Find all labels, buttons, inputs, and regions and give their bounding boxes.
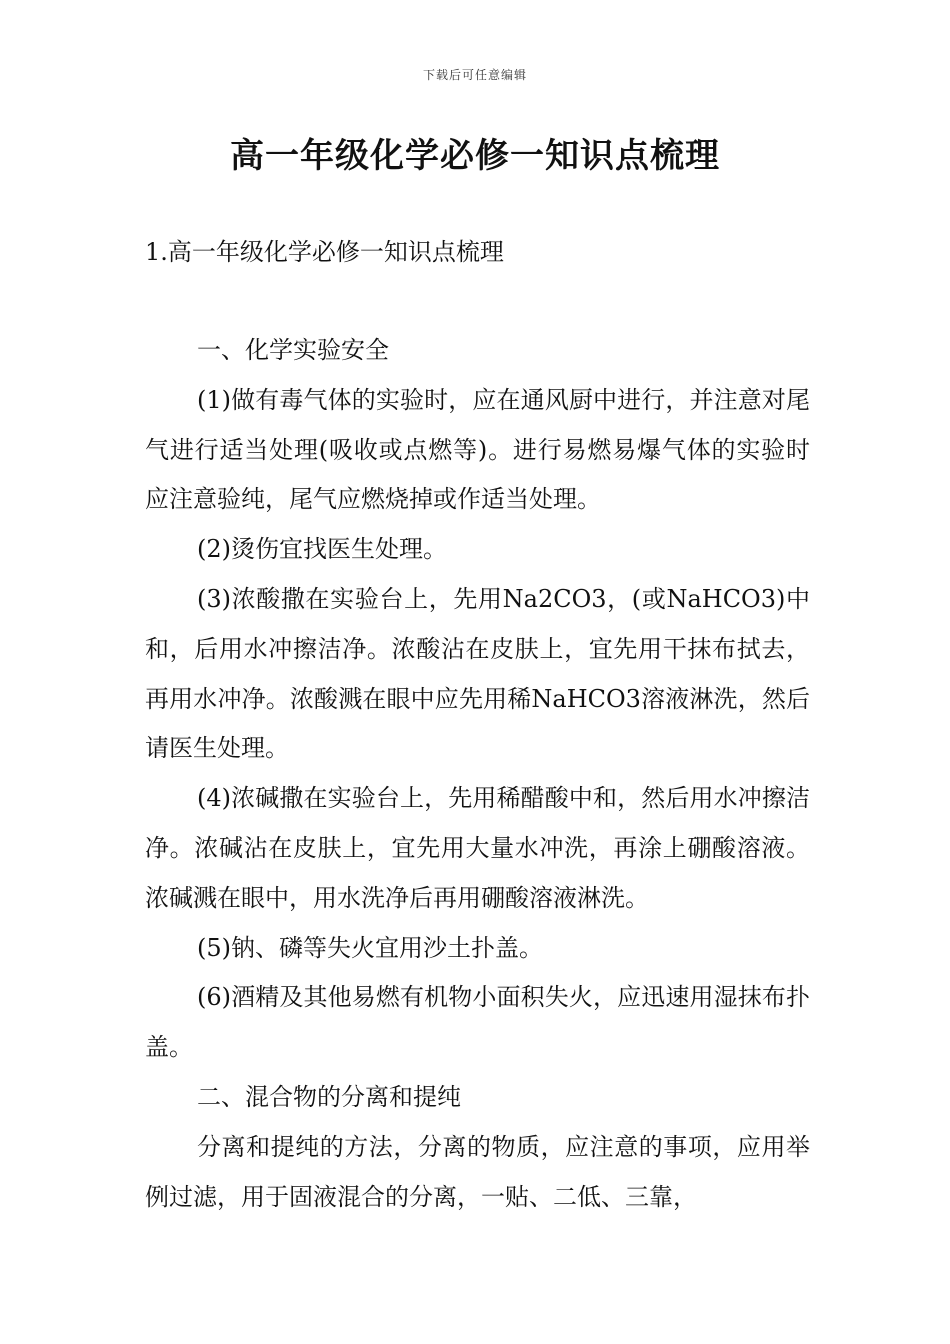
- paragraph-concentrated-acid: (3)浓酸撒在实验台上，先用Na2CO3，(或NaHCO3)中和，后用水冲擦洁净。浓酸沾在皮肤上，宜先用干抹布拭去，再用水冲净。浓酸溅在眼中应先用稀NaHCO3溶液淋洗，然后请医生处理。: [145, 584, 810, 763]
- paragraph-toxic-gas: (1)做有毒气体的实验时，应在通风厨中进行，并注意对尾气进行适当处理(吸收或点燃等)。进行易燃易爆气体的实验时应注意验纯，尾气应燃烧掉或作适当处理。: [145, 385, 810, 514]
- paragraph-sodium-phosphorus-fire: (5)钠、磷等失火宜用沙土扑盖。: [197, 933, 543, 962]
- heading-chemistry-lab-safety: 一、化学实验安全: [197, 336, 389, 364]
- section-heading: 1.高一年级化学必修一知识点梳理: [145, 238, 504, 266]
- document-body: [145, 326, 810, 1222]
- paragraph-alcohol-fire: (6)酒精及其他易燃有机物小面积失火，应迅速用湿抹布扑盖。: [145, 983, 810, 1062]
- document-title: 高一年级化学必修一知识点梳理: [230, 136, 720, 176]
- paragraph-concentrated-base: (4)浓碱撒在实验台上，先用稀醋酸中和，然后用水冲擦洁净。浓碱沾在皮肤上，宜先用大量水冲洗，再涂上硼酸溶液。浓碱溅在眼中，用水洗净后再用硼酸溶液淋洗。: [145, 784, 810, 912]
- header-note: 下载后可任意编辑: [422, 68, 527, 82]
- paragraph-separation-methods: 分离和提纯的方法，分离的物质，应注意的事项，应用举例过滤，用于固液混合的分离，一贴、二低、三靠，: [145, 1132, 810, 1211]
- paragraph-burns: (2)烫伤宜找医生处理。: [197, 535, 447, 564]
- heading-separation-purification: 二、混合物的分离和提纯: [197, 1082, 461, 1111]
